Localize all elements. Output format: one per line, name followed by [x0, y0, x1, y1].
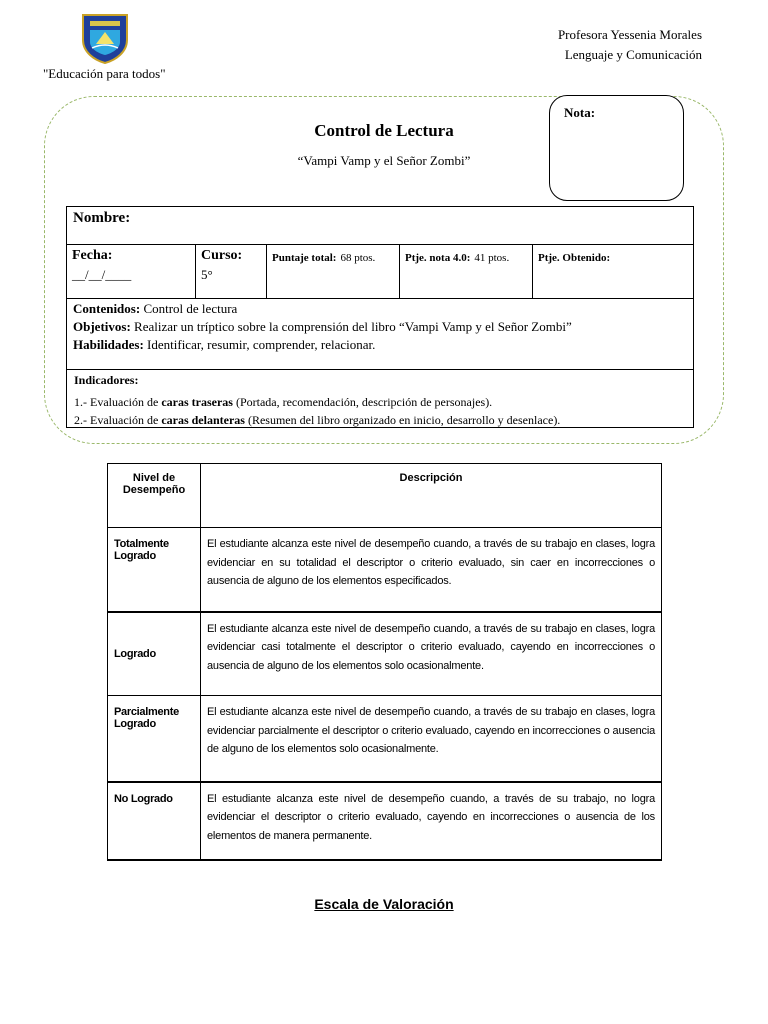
book-title: “Vampi Vamp y el Señor Zombi” — [297, 153, 471, 168]
skills-value: Identificar, resumir, comprender, relacionar. — [147, 337, 376, 352]
table-row — [108, 612, 662, 696]
indicator-prefix: 2.- Evaluación de — [74, 413, 159, 427]
obtained-score-cell[interactable] — [533, 245, 693, 298]
total-score-value: 68 ptos. — [340, 252, 376, 264]
table-row — [108, 696, 662, 782]
school-motto: "Educación para todos" — [43, 66, 166, 81]
indicators-label-text: Indicadores: — [74, 373, 139, 387]
contents-line — [73, 300, 687, 318]
date-label: Fecha: — [72, 248, 113, 263]
performance-rubric-table — [107, 463, 662, 861]
student-info-table — [66, 206, 694, 428]
objectives-label: Objetivos: — [73, 319, 131, 334]
level-cell: Logrado — [108, 612, 201, 696]
indicator-emphasis: caras delanteras — [161, 413, 245, 427]
school-logo-shield-icon — [80, 12, 130, 64]
grade-box[interactable] — [549, 95, 684, 201]
passing-score-cell — [400, 245, 533, 298]
grade-label: Nota: — [564, 105, 596, 120]
total-score-label: Puntaje total: — [272, 252, 337, 264]
contents-value: Control de lectura — [143, 301, 238, 316]
level-cell: Totalmente Logrado — [108, 528, 201, 612]
indicator-prefix: 1.- Evaluación de — [74, 395, 159, 409]
objectives-value: Realizar un tríptico sobre la comprensión del libro “Vampi Vamp y el Señor Zombi” — [134, 319, 572, 334]
scale-title: Escala de Valoración — [314, 896, 454, 912]
indicators-row — [67, 370, 693, 428]
description-cell: El estudiante alcanza este nivel de desempeño cuando, a través de su trabajo en clases, logra evidenciar en su totalidad el descriptor o criterio evaluado, sin caer en incorrecciones o ausencia de alguno de los elementos especificados. — [201, 528, 662, 612]
level-cell: Parcialmente Logrado — [108, 696, 201, 782]
description-cell: El estudiante alcanza este nivel de desempeño cuando, a través de su trabajo en clases, logra evidenciar casi totalmente el descriptor o criterio evaluado, cayendo en incorrecciones o ausencia de alguno de los elementos solo ocasionalmente. — [201, 612, 662, 696]
skills-line — [73, 336, 687, 354]
indicator-emphasis: caras traseras — [161, 395, 233, 409]
objectives-line — [73, 318, 687, 336]
skills-label: Habilidades: — [73, 337, 144, 352]
table-header-row — [108, 464, 662, 528]
course-value: 5° — [201, 267, 213, 282]
subject-name: Lenguaje y Comunicación — [564, 47, 702, 62]
indicator-item — [74, 393, 686, 411]
course-label: Curso: — [201, 248, 243, 263]
date-value: __/__/____ — [72, 267, 132, 282]
column-header-level: Nivel de Desempeño — [108, 464, 201, 528]
table-row — [108, 528, 662, 612]
course-cell — [196, 245, 267, 298]
indicator-detail: (Resumen del libro organizado en inicio, desarrollo y desenlace). — [247, 413, 561, 427]
description-cell: El estudiante alcanza este nivel de desempeño cuando, a través de su trabajo en clases, logra evidenciar parcialmente el descriptor o criterio evaluado, cayendo en incorrecciones o ausencia de alguno de los elementos solo ocasionalmente. — [201, 696, 662, 782]
details-row — [67, 245, 693, 299]
obtained-score-label: Ptje. Obtenido: — [538, 252, 611, 264]
teacher-info — [558, 25, 702, 65]
page-title: Control de Lectura — [314, 121, 454, 140]
total-score-cell — [267, 245, 400, 298]
indicator-item — [74, 411, 686, 429]
teacher-name: Profesora Yessenia Morales — [557, 27, 702, 42]
column-header-description: Descripción — [201, 464, 662, 528]
contents-label: Contenidos: — [73, 301, 141, 316]
passing-score-label: Ptje. nota 4.0: — [405, 252, 471, 264]
indicators-label — [74, 371, 686, 389]
level-cell: No Logrado — [108, 782, 201, 860]
passing-score-value: 41 ptos. — [474, 252, 510, 264]
indicator-detail: (Portada, recomendación, descripción de personajes). — [235, 395, 493, 409]
description-cell: El estudiante alcanza este nivel de desempeño cuando, a través de su trabajo, no logra evidenciar el descriptor o criterio evaluado, cayendo en incorrecciones o ausencia de los elementos de manera permanente. — [201, 782, 662, 860]
date-cell[interactable] — [67, 245, 196, 298]
contents-row — [67, 299, 693, 370]
table-row — [108, 782, 662, 860]
name-row[interactable] — [67, 207, 693, 245]
name-label: Nombre: — [73, 210, 131, 226]
